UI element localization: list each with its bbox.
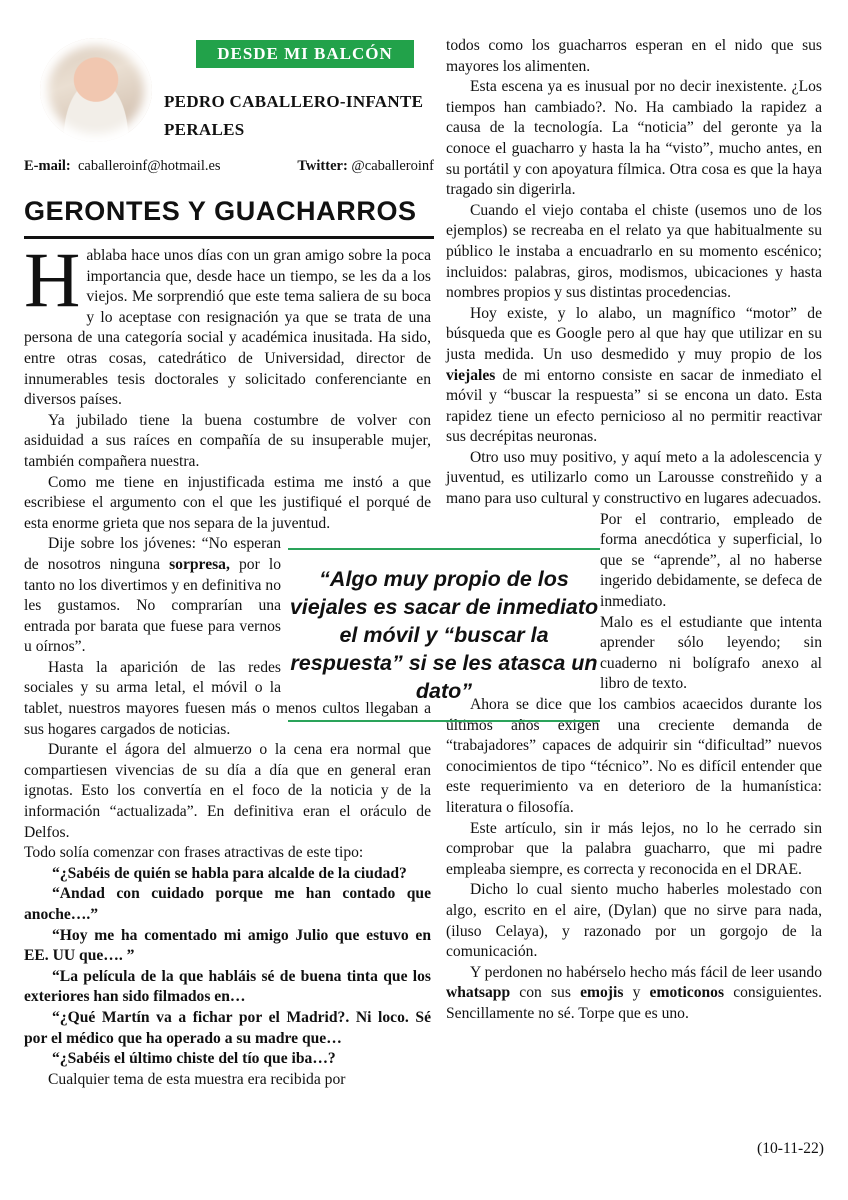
right-paragraph-9: Dicho lo cual siento mucho haberles molestado con algo, escrito en el aire, (Dylan) que no sirve para nada, (iluso Celaya), y razonado por un gorgojo de la comunicación. [446,881,822,961]
article-title: GERONTES Y GUACHARROS [24,196,417,226]
right-paragraph-7: Ahora se dice que los cambios acaecidos durante los últimos años exigen una creciente demanda de “trabajadores” capaces de adquirir sin “dificultad” nuevos conocimientos de tipo “técnico”. No es difícil entender que este requerimiento va en deterioro de la humanística: literatura o filosofía. [446,696,822,816]
right-column [446,36,822,1025]
email-block [24,158,221,175]
email-address[interactable]: caballeroinf@hotmail.es [77,158,221,174]
paragraph-6: Durante el ágora del almuerzo o la cena era normal que compartiesen vivencias de su día a día que en general eran ignotas. Esto los convertía en el foco de la noticia y de la información “actualizada”. En definitiva eran el oráculo de Delfos. [24,741,431,841]
right-paragraph-2: Cuando el viejo contaba el chiste (usemos uno de los ejemplos) se recreaba en el relato ya que habitualmente su público le instaba a encuadrarlo en su momento escénico; incluidos: palabras, giros, modismos, ubicaciones y hasta nombres propios y sus distintas procedencias. [446,201,822,302]
author-name [164,88,423,144]
quote-1: “¿Sabéis de quién se habla para alcalde de la ciudad? [52,864,407,882]
right-paragraph-8: Este artículo, sin ir más lejos, no lo he cerrado sin comprobar que la palabra guacharro, que mi padre empleaba siempre, es correcta y reconocida en el DRAE. [446,819,822,878]
right-paragraph-10-e: y [623,984,650,1002]
paragraph-4-bold: sorpresa, [169,555,230,573]
emojis-word: emojis [580,984,624,1002]
paragraph-7: Todo solía comenzar con frases atractivas de este tipo: [24,844,364,862]
right-paragraph-1: Esta escena ya es inusual por no decir inexistente. ¿Los tiempos han cambiado?. No. Ha cambiado la rapidez a causa de la tecnología. La “noticia” del geronte ya la conoce el guacharro y hasta la ha “visto”, mucho antes, en su portátil y con apoyatura fílmica. Otra cosa es que la haya tragado sin digerirla. [446,78,822,199]
right-paragraph-3-c: de mi entorno consiste en sacar de inmediato el móvil y “buscar la respuesta” si se encona un dato. Esta rapidez tiene un efecto pernicioso al no permitir reactivar sus decrépitas neuronas. [446,366,822,446]
paragraph-3: Como me tiene en injustificada estima me instó a que escribiese el argumento con el que les justifiqué el porqué de esta enorme grieta que nos separa de la juventud. [24,473,431,532]
pullquote-text: “Algo muy propio de los viejales es sacar de inmediato el móvil y “buscar la respuesta” si se les atasca un dato” [289,567,599,703]
twitter-label: Twitter: [297,158,348,174]
right-paragraph-6: Malo es el estudiante que intenta aprender sólo leyendo; sin cuaderno ni bolígrafo anexo al libro de texto. [600,613,822,693]
quote-4: “La película de la que habláis sé de buena tinta que los exteriores han sido filmados en… [24,967,431,1006]
pullquote [288,548,600,722]
paragraph-2: Ya jubilado tiene la buena costumbre de volver con asiduidad a sus raíces en compañía de su insuperable mujer, también compañera nuestra. [24,411,431,470]
right-paragraph-3-bold: viejales [446,366,496,384]
email-label: E-mail: [24,158,71,174]
right-paragraph-10-c: con sus [510,984,581,1002]
quote-5: “¿Qué Martín va a fichar por el Madrid?. Ni loco. Sé por el médico que ha operado a su madre que… [24,1008,431,1047]
quote-6: “¿Sabéis el último chiste del tío que iba…? [52,1050,336,1068]
author-photo [40,38,152,142]
twitter-block [297,158,434,175]
right-paragraph-3-a: Hoy existe, y lo alabo, un magnífico “motor” de búsqueda que es Google pero al que hay que utilizar en su justa medida. Un uso desmedido y muy propio de los [446,304,822,363]
author-name-line2: PERALES [164,120,245,139]
paragraph-1 [24,236,431,411]
drop-cap: H [24,236,81,323]
right-paragraph-10-a: Y perdonen no habérselo hecho más fácil de leer usando [470,963,822,981]
paragraph-5: Hasta la aparición de las redes sociales y su arma letal, el móvil o la tablet, nuestros mayores fuesen más o menos cultos llegaban a sus hogares cargados de noticias. [24,658,431,738]
paragraph-4-c: por lo tanto no los divertimos y en definitiva no les gustamos. No comprarían una entrada por barata que fuese para vernos u oírnos”. [24,555,281,656]
right-paragraph-5: Por el contrario, empleado de forma anecdótica y superficial, lo que se “aprende”, al no haberse ingerido debidamente, se defeca de inmediato. [600,510,822,611]
publication-date: (10-11-22) [757,1140,824,1157]
section-badge: DESDE MI BALCÓN [196,40,414,68]
contact-line [24,158,434,175]
right-paragraph-10-g: consiguientes. Sencillamente no sé. Torpe que es uno. [446,984,822,1022]
title-rule [24,236,434,239]
right-paragraph-3 [446,304,822,448]
quote-3: “Hoy me ha comentado mi amigo Julio que estuvo en EE. UU que…. ” [24,926,431,965]
paragraph-4-a: Dije sobre los jóvenes: “No esperan de nosotros ninguna [24,535,281,573]
right-paragraph-4: Otro uso muy positivo, y aquí meto a la adolescencia y juventud, es utilizarlo como un Larousse constreñido y a mano para uso cultural y constructivo en lugares adecuados. [446,448,822,508]
paragraph-1-text: ablaba hace unos días con un gran amigo sobre la poca importancia que, desde hace un tiempo, se les da a los viejos. Me sorprendió que este tema saliera de su boca y lo aceptase con resignación ya que se trata de una persona de una categoría social y académica inusitada. Ha sido, entre otras cosas, catedrático de Universidad, director de innumerables tesis doctorales y solicitado conferenciante en diversos países. [24,247,431,409]
paragraph-8: Cualquier tema de esta muestra era recibida por [48,1070,346,1088]
author-name-line1: PEDRO CABALLERO-INFANTE [164,92,424,111]
quote-2: “Andad con cuidado porque me han contado que anoche….” [24,885,431,923]
emoticonos-word: emoticonos [649,984,725,1002]
right-paragraph-0: todos como los guacharros esperan en el nido que sus mayores los alimenten. [446,37,822,75]
whatsapp-word: whatsapp [446,984,511,1002]
right-paragraph-10 [446,963,822,1025]
twitter-handle[interactable]: @caballeroinf [351,158,434,174]
